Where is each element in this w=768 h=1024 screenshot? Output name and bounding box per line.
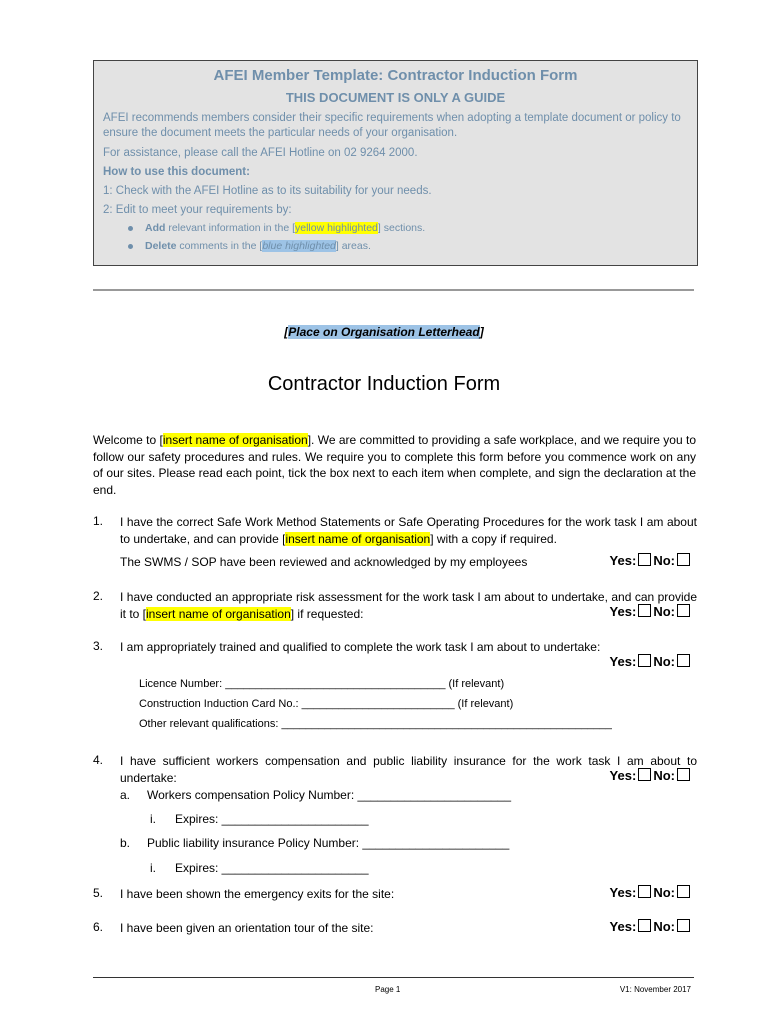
workers-comp-expiry-field[interactable]: Expires: ______________________ bbox=[175, 812, 369, 826]
yes-checkbox[interactable] bbox=[638, 919, 651, 932]
no-checkbox[interactable] bbox=[677, 553, 690, 566]
guide-bullet-delete bbox=[128, 240, 371, 252]
footer-divider bbox=[93, 977, 694, 978]
item-5-text: I have been shown the emergency exits for the site: bbox=[120, 887, 395, 901]
intro-paragraph bbox=[93, 432, 696, 498]
bullet-delete-bold: Delete bbox=[145, 240, 177, 252]
bullet-dot-icon bbox=[128, 226, 133, 231]
public-liability-policy-field[interactable]: Public liability insurance Policy Number: ______________________ bbox=[147, 836, 510, 850]
page-title: Contractor Induction Form bbox=[267, 373, 501, 395]
bullet-add-bold: Add bbox=[145, 222, 166, 234]
yes-label: Yes bbox=[609, 885, 632, 900]
bullet-dot-icon bbox=[128, 244, 133, 249]
yes-checkbox[interactable] bbox=[638, 654, 651, 667]
bullet-add-pre: relevant information in the [ bbox=[165, 222, 295, 234]
guide-step1: 1: Check with the AFEI Hotline as to its suitability for your needs. bbox=[103, 185, 432, 197]
yes-label: Yes bbox=[609, 553, 632, 568]
guide-title: AFEI Member Template: Contractor Induction Form bbox=[213, 67, 578, 84]
item-number: 3. bbox=[93, 639, 104, 653]
no-label: No bbox=[653, 919, 671, 934]
item-1-text bbox=[120, 514, 697, 547]
item-5-yes-no: Yes: No: bbox=[610, 885, 692, 900]
yes-label: Yes bbox=[609, 919, 632, 934]
item-6-yes-no: Yes: No: bbox=[610, 919, 692, 934]
divider bbox=[93, 289, 694, 291]
other-qualifications-field[interactable]: Other relevant qualifications: ______________________________________________________ bbox=[139, 718, 612, 730]
guide-subtitle: THIS DOCUMENT IS ONLY A GUIDE bbox=[285, 90, 506, 105]
bullet-delete-highlight: blue highlighted bbox=[262, 240, 336, 252]
letterhead-text: Place on Organisation Letterhead bbox=[288, 325, 480, 339]
letterhead-placeholder: [Place on Organisation Letterhead] bbox=[284, 325, 484, 339]
guide-bullet-add bbox=[128, 222, 425, 234]
item-2-post: ] if requested: bbox=[290, 606, 364, 621]
no-label: No bbox=[653, 885, 671, 900]
no-label: No bbox=[653, 654, 671, 669]
item-number: 6. bbox=[93, 920, 104, 934]
item-1-highlight: insert name of organisation bbox=[285, 531, 431, 546]
item-4-text: I have sufficient workers compensation and public liability insurance for the work task I am about to undertake: bbox=[120, 754, 697, 785]
public-liability-expiry-field[interactable]: Expires: ______________________ bbox=[175, 861, 369, 875]
no-checkbox[interactable] bbox=[677, 919, 690, 932]
item-3-text: I am appropriately trained and qualified to complete the work task I am about to undertake: bbox=[120, 640, 601, 654]
guide-para2: For assistance, please call the AFEI Hotline on 02 9264 2000. bbox=[103, 147, 418, 159]
bullet-delete-pre: comments in the [ bbox=[176, 240, 263, 252]
item-4-yes-no: Yes: No: bbox=[610, 768, 692, 783]
sub-label: a. bbox=[120, 788, 131, 802]
workers-comp-policy-field[interactable]: Workers compensation Policy Number: _______________________ bbox=[147, 788, 512, 802]
bullet-add-highlight: yellow highlighted bbox=[295, 222, 378, 234]
guide-how-heading: How to use this document: bbox=[103, 166, 250, 178]
yes-label: Yes bbox=[609, 604, 632, 619]
item-2-pre: I have conducted an appropriate risk assessment for the work task I am about to undertake, and can provide it to [ bbox=[120, 590, 697, 621]
item-1-extra: The SWMS / SOP have been reviewed and acknowledged by my employees bbox=[120, 555, 528, 569]
item-2-highlight: insert name of organisation bbox=[146, 606, 291, 621]
item-number: 1. bbox=[93, 514, 104, 528]
sub-label: i. bbox=[150, 812, 156, 826]
item-number: 4. bbox=[93, 753, 104, 767]
guide-box bbox=[93, 60, 698, 266]
item-1-pre: I have the correct Safe Work Method Statements or Safe Operating Procedures for the work task I am about to undertake, and can provide [ bbox=[120, 515, 697, 546]
version-label: V1: November 2017 bbox=[619, 985, 691, 994]
yes-label: Yes bbox=[609, 654, 632, 669]
item-3-yes-no: Yes: No: bbox=[610, 654, 692, 669]
sub-label: b. bbox=[120, 836, 131, 850]
yes-checkbox[interactable] bbox=[638, 604, 651, 617]
no-label: No bbox=[653, 768, 671, 783]
item-2-yes-no: Yes: No: bbox=[610, 604, 692, 619]
page-number: Page 1 bbox=[375, 985, 401, 994]
no-checkbox[interactable] bbox=[677, 768, 690, 781]
guide-para1: AFEI recommends members consider their specific requirements when adopting a template document or policy to ensure the document meets the particular needs of your organisation. bbox=[103, 112, 681, 139]
yes-checkbox[interactable] bbox=[638, 553, 651, 566]
yes-checkbox[interactable] bbox=[638, 885, 651, 898]
no-checkbox[interactable] bbox=[677, 604, 690, 617]
yes-checkbox[interactable] bbox=[638, 768, 651, 781]
intro-highlight: insert name of organisation bbox=[162, 433, 308, 447]
item-6-text: I have been given an orientation tour of the site: bbox=[120, 921, 374, 935]
item-number: 2. bbox=[93, 589, 104, 603]
bullet-add-post: ] sections. bbox=[377, 222, 426, 234]
no-label: No bbox=[653, 553, 671, 568]
induction-card-field[interactable]: Construction Induction Card No.: _________________________ (If relevant) bbox=[139, 698, 514, 710]
intro-pre: Welcome to [ bbox=[93, 433, 163, 447]
intro-post: ]. We are committed to providing a safe workplace, and we require you to follow our safety procedures and rules. We require you to complete this form before you commence work on any of our sites. Please read each point, tick the box next to each item when complete, and sign the declaration at the end. bbox=[93, 433, 696, 497]
item-1-post: ] with a copy if required. bbox=[430, 531, 557, 546]
yes-label: Yes bbox=[609, 768, 632, 783]
item-1-yes-no: Yes: No: bbox=[610, 553, 692, 568]
no-checkbox[interactable] bbox=[677, 885, 690, 898]
guide-step2: 2: Edit to meet your requirements by: bbox=[103, 204, 292, 216]
licence-number-field[interactable]: Licence Number: ____________________________________ (If relevant) bbox=[139, 678, 505, 690]
item-number: 5. bbox=[93, 886, 104, 900]
sub-label: i. bbox=[150, 861, 156, 875]
bullet-delete-post: ] areas. bbox=[335, 240, 371, 252]
no-checkbox[interactable] bbox=[677, 654, 690, 667]
no-label: No bbox=[653, 604, 671, 619]
